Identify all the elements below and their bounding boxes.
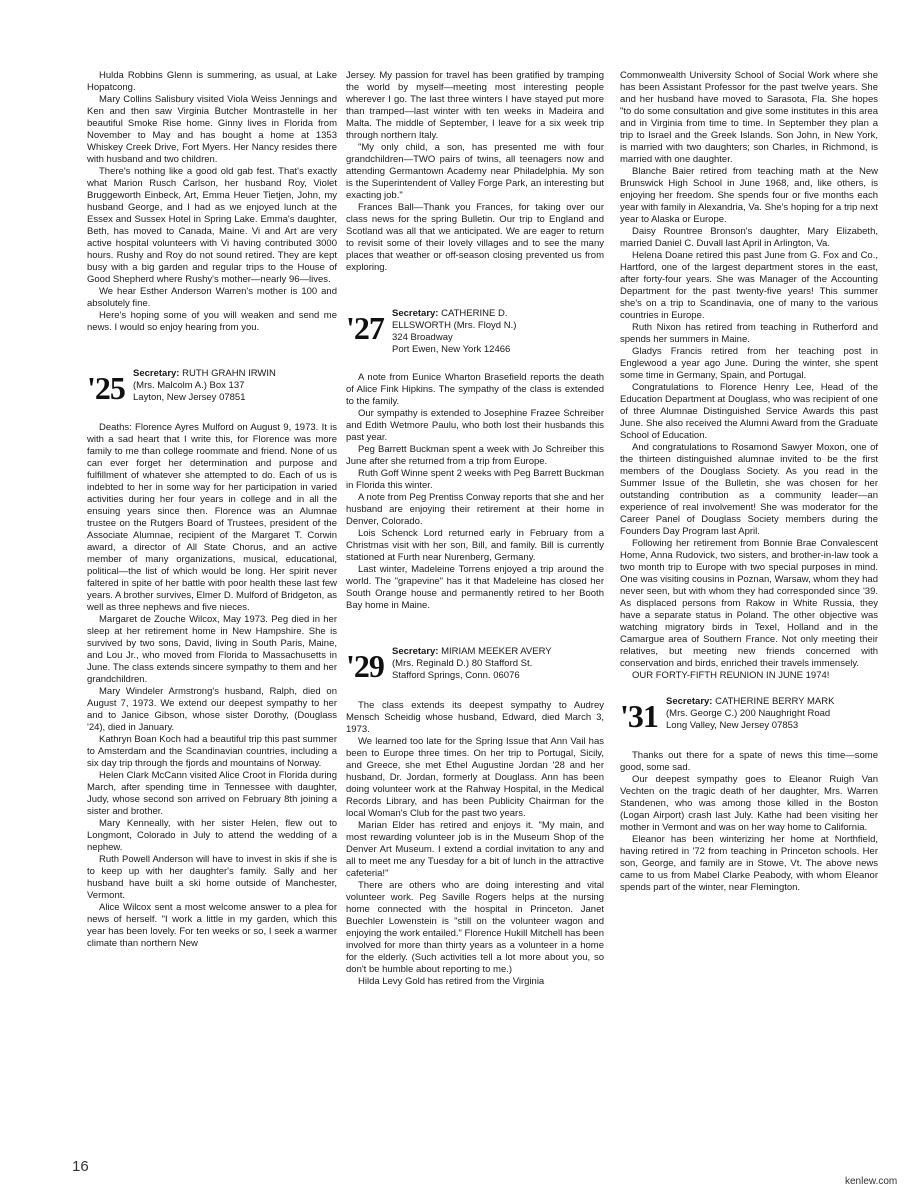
page-number: 16 [72, 1158, 89, 1175]
secretary-name: CATHERINE D. [441, 308, 508, 319]
column-right [620, 70, 878, 894]
paragraph: Kathryn Boan Koch had a beautiful trip this past summer to Amsterdam and the Scandinavian countries, including a six day trip through the fjords and mountains of Norway. [87, 734, 337, 769]
paragraph: Ruth Powell Anderson will have to invest in skis if she is to keep up with her daughter's family. Sally and her husband have built a ski home outside of Manchester, Vermont. [87, 854, 337, 901]
paragraph: Our deepest sympathy goes to Eleanor Ruigh Van Vechten on the tragic death of her daughter, Mrs. Warren Standenen, who was among those killed in the Boston (Logan Airport) crash last July. Kathe had been visiting her mother in Vermont and was on her way home to California. [620, 774, 878, 833]
paragraph: Margaret de Zouche Wilcox, May 1973. Peg died in her sleep at her retirement home in New Hampshire. She is survived by two sons, David, living in South Paris, Maine, and Lou Jr., who moved from Florida to Massachusetts in June. The class extends sincere sympathy to them and her grandchildren. [87, 614, 337, 685]
secretary-label: Secretary: [666, 696, 713, 707]
paragraph: Blanche Baier retired from teaching math at the New Brunswick High School in June 1968, and, like others, is enjoying her freedom. She spends four or five months each year with family in Alexandria, Va. She's hoping for a trip next year to Alaska or Europe. [620, 166, 878, 225]
paragraph: Helen Clark McCann visited Alice Croot in Florida during March, after spending time in Tennessee with daughter, Judy, whose second son arrived on February 8th joining a sister and brother. [87, 770, 337, 817]
secretary-label: Secretary: [392, 308, 439, 319]
paragraph: Jersey. My passion for travel has been gratified by tramping the world by myself—meeting most interesting people wherever I go. The last three winters I have stayed put more than tramped—last winter with ten weeks in Madeira and Malta. The middle of September, I leave for a six week trip through northern Italy. [346, 70, 604, 141]
paragraph: Our sympathy is extended to Josephine Frazee Schreiber and Edith Wetmore Paulu, who both lost their husbands this past year. [346, 408, 604, 443]
paragraph: Congratulations to Florence Henry Lee, Head of the Education Department at Douglass, who was recipient of one of three Alumnae Distinguished Service Awards this past June. She also received the Alumni Award from the Graduate School of Education. [620, 382, 878, 441]
class-year: '25 [87, 370, 125, 406]
secretary-name: CATHERINE BERRY MARK [715, 696, 835, 707]
paragraph: And congratulations to Rosamond Sawyer Moxon, one of the thirteen distinguished alumnae invited to be the first members of the Douglass Society. As you read in the Summer Issue of the Bulletin, she was chosen for her outstanding contribution as a community leader—an experience of real involvement! She was moderator for the Career Panel of Douglass Society members during the Founders Day Program last April. [620, 442, 878, 537]
secretary-address-line: Long Valley, New Jersey 07853 [666, 720, 799, 731]
secretary-info [392, 308, 516, 356]
column-middle [346, 70, 604, 988]
paragraph: Here's hoping some of you will weaken and send me news. I would so enjoy hearing from you. [87, 310, 337, 333]
paragraph: A note from Peg Prentiss Conway reports that she and her husband are enjoying their retirement at their home in Denver, Colorado. [346, 492, 604, 527]
paragraph: Ruth Goff Winne spent 2 weeks with Peg Barrett Buckman in Florida this winter. [346, 468, 604, 491]
secretary-address-line: Port Ewen, New York 12466 [392, 344, 511, 355]
paragraph: Mary Windeler Armstrong's husband, Ralph, died on August 7, 1973. We extend our deepest sympathy to her and to Janice Gibson, whose sister Dorothy, (Douglass '24), died in January. [87, 686, 337, 733]
class-1929-header [346, 646, 604, 694]
paragraph: Alice Wilcox sent a most welcome answer to a plea for news of herself. "I work a little in my garden, which this year has been lovely. For ten weeks or so, I seek a warmer climate than northern New [87, 902, 337, 949]
secretary-label: Secretary: [392, 646, 439, 657]
secretary-address-line: Stafford Springs, Conn. 06076 [392, 670, 520, 681]
paragraph: Peg Barrett Buckman spent a week with Jo Schreiber this June after she returned from a trip from Europe. [346, 444, 604, 467]
class-year: '27 [346, 310, 384, 346]
secretary-address-line: (Mrs. Malcolm A.) Box 137 [133, 380, 245, 391]
secretary-info [666, 696, 834, 732]
paragraph: Eleanor has been winterizing her home at Northfield, having retired in '72 from teaching in Princeton schools. Her son, George, and family are in Stowe, Vt. The above news came to us from Mabel Clarke Peabody, with whom Eleanor spends part of the winter, near Flemington. [620, 834, 878, 893]
paragraph: Following her retirement from Bonnie Brae Convalescent Home, Anna Rudovick, two sisters, and brother-in-law took a two month trip to Europe with two special purposes in mind. One was visiting cousins in Poznan, Warsaw, whom they had never seen, but with whom they had corresponded since '39. As displaced persons from Rakow in White Russia, they have a separate status in Poland. The other objective was watching migratory birds in Texel, Holland and in the Camargue area of Southern France. Not only meeting their relatives, but meeting new friends concerned with conservation and birds, enriched their travels immensely. [620, 538, 878, 669]
paragraph: The class extends its deepest sympathy to Audrey Mensch Scheidig whose husband, Edward, died March 3, 1973. [346, 700, 604, 735]
paragraph: Hilda Levy Gold has retired from the Virginia [358, 976, 545, 987]
secretary-info [133, 368, 276, 404]
secretary-label: Secretary: [133, 368, 180, 379]
paragraph: "My only child, a son, has presented me with four grandchildren—TWO pairs of twins, all teenagers now and attending Germantown Academy near Philadelphia. My son is the Superintendent of Valley Forge Park, an interesting but exacting job." [346, 142, 604, 201]
paragraph: Thanks out there for a spate of news this time—some good, some sad. [620, 750, 878, 773]
class-1927-header [346, 308, 604, 366]
watermark: kenlew.com [845, 1176, 898, 1187]
paragraph: Helena Doane retired this past June from G. Fox and Co., Hartford, one of the largest department stores in the east, after forty-four years. She was Manager of the Accounting Department for the past twenty-five years! This summer she's on a trip to Scandinavia, one of many to the various countries in Europe. [620, 250, 878, 321]
paragraph: Commonwealth University School of Social Work where she has been Assistant Professor for the past twelve years. She and her husband have moved to Sarasota, Fla. She hopes "to do some consultation and give some institutes in this area and in Virginia from time to time. In September they plan a trip to Israel and the Greek Islands. Son John, in New York, is married with two daughters; son Charles, in Richmond, is married with one daughter. [620, 70, 878, 165]
class-1931-header [620, 696, 878, 744]
paragraph: Gladys Francis retired from her teaching post in Englewood a year ago June. During the winter, she spent some time in Germany, Spain, and Portugal. [620, 346, 878, 381]
paragraph: There are others who are doing interesting and vital volunteer work. Peg Saville Rogers helps at the nursing home connected with the hospital in Princeton. Janet Buechler Lowenstein is "still on the volunteer wagon and enjoying the work entailed." Florence Hukill Mitchell has been involved for more than thirty years as a volunteer in a home for the elderly. (Such activities tell a lot more about you, so don't be humble about reporting to me.) [346, 880, 604, 975]
secretary-address-line: Layton, New Jersey 07851 [133, 392, 246, 403]
paragraph: We hear Esther Anderson Warren's mother is 100 and absolutely fine. [87, 286, 337, 309]
secretary-address-line: (Mrs. George C.) 200 Naughright Road [666, 708, 831, 719]
column-left [87, 70, 337, 950]
reunion-announcement: OUR FORTY-FIFTH REUNION IN JUNE 1974! [632, 670, 830, 681]
secretary-name: RUTH GRAHN IRWIN [182, 368, 276, 379]
class-1925-header [87, 368, 337, 416]
paragraph: Marian Elder has retired and enjoys it. "My main, and most rewarding volunteer job is in the Museum Shop of the Denver Art Museum. I extend a cordial invitation to any and all to meet me any Tuesday for a bit of lunch in the attractive cafeteria!" [346, 820, 604, 879]
paragraph: We learned too late for the Spring Issue that Ann Vail has been to Europe three times. On her trip to Portugal, Sicily, and Greece, she met Ethel Augustine Jordan '28 and her husband, Dr. Jordan, formerly at Douglass. Ann has been doing volunteer work at the Rahway Hospital, in the Medical Records Library, and has been Publicity Chairman for the local Woman's Club for the past two years. [346, 736, 604, 819]
secretary-address-line: ELLSWORTH (Mrs. Floyd N.) [392, 320, 517, 331]
secretary-info [392, 646, 552, 682]
paragraph: Daisy Rountree Bronson's daughter, Mary Elizabeth, married Daniel C. Duvall last April in Arlington, Va. [620, 226, 878, 249]
paragraph: Mary Kenneally, with her sister Helen, flew out to Longmont, Colorado in July to attend the wedding of a nephew. [87, 818, 337, 853]
class-year: '29 [346, 648, 384, 684]
paragraph: Deaths: Florence Ayres Mulford on August 9, 1973. It is with a sad heart that I write this, for Florence was more family to me than college roommate and friend. None of us can ever forget her determination and purpose and fulfillment of whatever she attempted to do. Each of us is indebted to her in some way for her participation in varied activities during her four years in college and in all the ensuing years since then. Florence was an Alumnae trustee on the Rutgers Board of Trustees, president of the Associate Alumnae, recipient of the Margaret T. Corwin award, a director of All State Chorus, and an active member of many organizations, musical, educational, political—the list of which would be long. Her spirit never faltered in spite of her battle with poor health these last few years. A brother survives, Elmer D. Mulford of Bridgeton, as well as three nephews and five nieces. [87, 422, 337, 613]
paragraph: Hulda Robbins Glenn is summering, as usual, at Lake Hopatcong. [87, 70, 337, 93]
paragraph: There's nothing like a good old gab fest. That's exactly what Marion Rusch Carlson, her husband Roy, Violet Bruggeworth Einbeck, Art, Emma Heuer Tietjen, John, my husband George, and I had as we enjoyed lunch at the Essex and Sussex Hotel in Spring Lake. Emma's daughter, Beth, has moved to Canada, Maine. Vi and Art are very active hospital volunteers with Vi having contributed 3000 hours. Rushy and Roy do not sound retired. They are kept busy with a big garden and regular trips to the House of Good Shepherd where Rushy's mother—nearly 96—lives. [87, 166, 337, 285]
secretary-address-line: (Mrs. Reginald D.) 80 Stafford St. [392, 658, 533, 669]
paragraph: Mary Collins Salisbury visited Viola Weiss Jennings and Ken and then saw Virginia Butcher Montrastelle in her beautiful Smoke Rise home. Ginny lives in Florida from November to May and has bought a home at 1353 Whiskey Creek Drive, Fort Myers. Her Nancy resides there with husband and two children. [87, 94, 337, 165]
secretary-address-line: 324 Broadway [392, 332, 453, 343]
paragraph: Lois Schenck Lord returned early in February from a Christmas visit with her son, Bill, and family. Bill is currently stationed at Furth near Nurenberg, Germany. [346, 528, 604, 563]
paragraph: Last winter, Madeleine Torrens enjoyed a trip around the world. The "grapevine" has it that Madeleine has closed her South Orange house and permanently retired to her Booth Bay home in Maine. [346, 564, 604, 611]
paragraph: Ruth Nixon has retired from teaching in Rutherford and spends her summers in Maine. [620, 322, 878, 345]
paragraph: Frances Ball—Thank you Frances, for taking over our class news for the spring Bulletin. Our trip to England and Scotland was all that we anticipated. We are eager to return to revisit some of their lovely villages and to see the many places that weather or off-season closing prevented us from exploring. [346, 202, 604, 273]
class-year: '31 [620, 698, 658, 734]
paragraph: A note from Eunice Wharton Brasefield reports the death of Alice Fink Hipkins. The sympathy of the class is extended to the family. [346, 372, 604, 407]
secretary-name: MIRIAM MEEKER AVERY [441, 646, 552, 657]
